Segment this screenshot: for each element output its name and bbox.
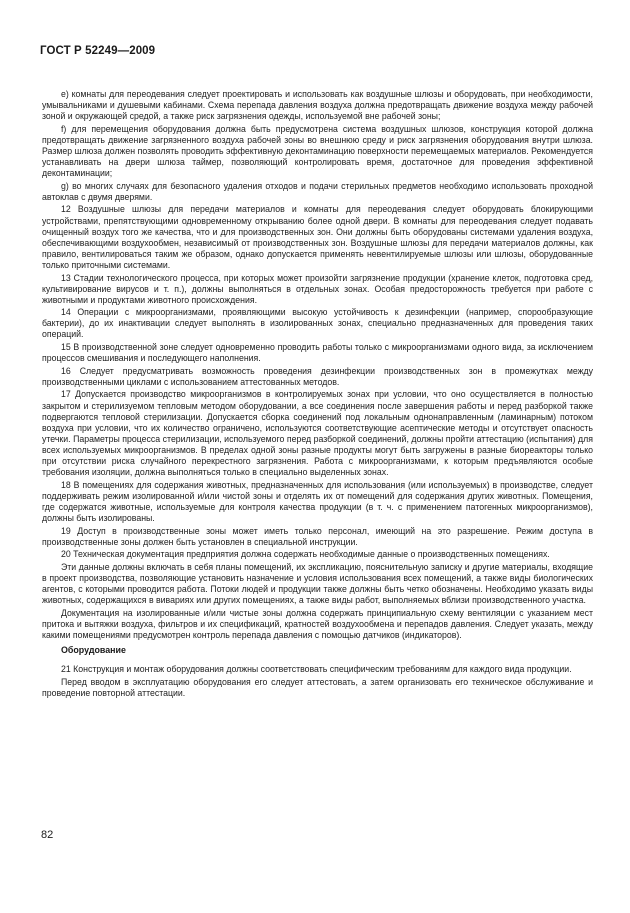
paragraph-14: 14 Операции с микроорганизмами, проявляющими высокую устойчивость к дезинфекции (например, спорообразующие бактерии), до их инактивации следует выполнять в изолированных зонах, специально предназначенных для проведения таких операций.	[42, 307, 593, 340]
paragraph-21: 21 Конструкция и монтаж оборудования должны соответствовать специфическим требованиям для каждого вида продукции.	[61, 664, 572, 675]
paragraph-item-f: f) для перемещения оборудования должна быть предусмотрена система воздушных шлюзов, конструкция которой должна предотвращать движение загрязненного воздуха рабочей зоны во внешнюю среду и риск загрязнения оборудования внутри шлюза. Размер шлюза должен позволять проводить эффективную деконтаминацию поверхности перемещаемых материалов. Рекомендуется устанавливать на двери шлюза таймер, позволяющий контролировать время, достаточное для проведения эффективной деконтаминации;	[42, 123, 593, 179]
paragraph-13: 13 Стадии технологического процесса, при которых может произойти загрязнение продукции (хранение клеток, подготовка сред, культивирование вирусов и т. п.), должны выполняться в отдельных зонах. Особая предосторожность требуется при работе с животными и продуктами животного происхождения.	[42, 272, 593, 305]
paragraph-21-commissioning: Перед вводом в эксплуатацию оборудования его следует аттестовать, а затем организовать его техническое обслуживание и проведение повторной аттестации.	[42, 676, 593, 698]
paragraph-item-e: е) комнаты для переодевания следует проектировать и использовать как воздушные шлюзы и оборудовать, при необходимости, умывальниками и душевыми кабинами. Схема перепада давления воздуха должна предотвращать движение воздуха между рабочей зоной и окружающей средой, а также риск загрязнения одежды, используемой вне рабочей зоны;	[42, 89, 593, 122]
paragraph-16: 16 Следует предусматривать возможность проведения дезинфекции производственных зон в промежутках между производственными циклами с использованием аттестованных методов.	[42, 365, 593, 387]
paragraph-20-data: Эти данные должны включать в себя планы помещений, их экспликацию, пояснительную записку и другие материалы, входящие в проект производства, позволяющие установить назначение и условия использования всех помещений, а также виды биологических агентов, с которыми проводится работа. Потоки людей и продукции также должны быть четко обозначены. Необходимо указать виды животных, содержащихся в вивариях или других помещениях, а также виды работ, выполняемых вблизи производственного участка.	[42, 561, 593, 606]
paragraph-item-g: g) во многих случаях для безопасного удаления отходов и подачи стерильных предметов необходимо использовать проходной автоклав с двумя дверями.	[42, 180, 593, 202]
paragraph-20-documentation: Документация на изолированные и/или чистые зоны должна содержать принципиальную схему вентиляции с указанием мест притока и вытяжки воздуха, фильтров и их спецификаций, кратностей воздухообмена и перепадов давления. Следует указать, между какими помещениями предусмотрен контроль перепада давления с помощью датчиков (индикаторов).	[42, 607, 593, 640]
paragraph-18: 18 В помещениях для содержания животных, предназначенных для использования (или используемых) в производстве, следует поддерживать режим изолированной и/или чистой зоны и отделять их от помещений для содержания других животных. Помещения, где содержатся животные, используемые для контроля качества продукции (в т. ч. с применением патогенных микроорганизмов), должны быть изолированы.	[42, 479, 593, 523]
paragraph-15: 15 В производственной зоне следует одновременно проводить работы только с микроорганизмами одного вида, за исключением процессов смешивания и последующего наполнения.	[42, 342, 593, 364]
paragraph-20: 20 Техническая документация предприятия должна содержать необходимые данные о производственных помещениях.	[61, 549, 550, 560]
section-heading: Оборудование	[61, 645, 126, 655]
paragraph-19: 19 Доступ в производственные зоны может иметь только персонал, имеющий на это разрешение. Режим доступа в производственные зоны должен быть установлен в специальной инструкции.	[42, 525, 593, 547]
standard-header: ГОСТ Р 52249—2009	[40, 45, 156, 57]
page-number: 82	[41, 829, 54, 841]
body-text	[42, 89, 593, 699]
paragraph-12: 12 Воздушные шлюзы для передачи материалов и комнаты для переодевания следует оборудовать блокирующими устройствами, препятствующими одновременному открыванию более одной двери. В комнаты для переодевания следует подавать очищенный воздух того же качества, что и для производственных зон. Они должны быть оборудованы системами удаления воздуха, обеспечивающими воздухообмен, независимый от производственных зон. Воздушные шлюзы для передачи материалов должны, как правило, вентилироваться таким же образом, однако допускается применять невентилируемые шлюзы или шлюзы, оборудованные только приточными системами.	[42, 204, 593, 270]
paragraph-17: 17 Допускается производство микроорганизмов в контролируемых зонах при условии, что оно осуществляется в полностью закрытом и стерилизуемом тепловым методом оборудовании, а все соединения после завершения работы и перед разборкой также подвергаются тепловой стерилизации. Допускается сборка соединений под локальным однонаправленным (ламинарным) потоком воздуха при условии, что их количество ограничено, используются соответствующие асептические методы и отсутствует опасность утечки. Параметры процесса стерилизации, используемого перед разборкой соединений, должны пройти аттестацию (испытания) для всех используемых микроорганизмов. В пределах одной зоны разные продукты могут быть загружены в разные биореакторы только при отсутствии риска случайного перекрестного загрязнения. Работа с микроорганизмами, к которым предъявляются особые требования изоляции, должна выполняться только в специально выделенных зонах.	[42, 389, 593, 478]
